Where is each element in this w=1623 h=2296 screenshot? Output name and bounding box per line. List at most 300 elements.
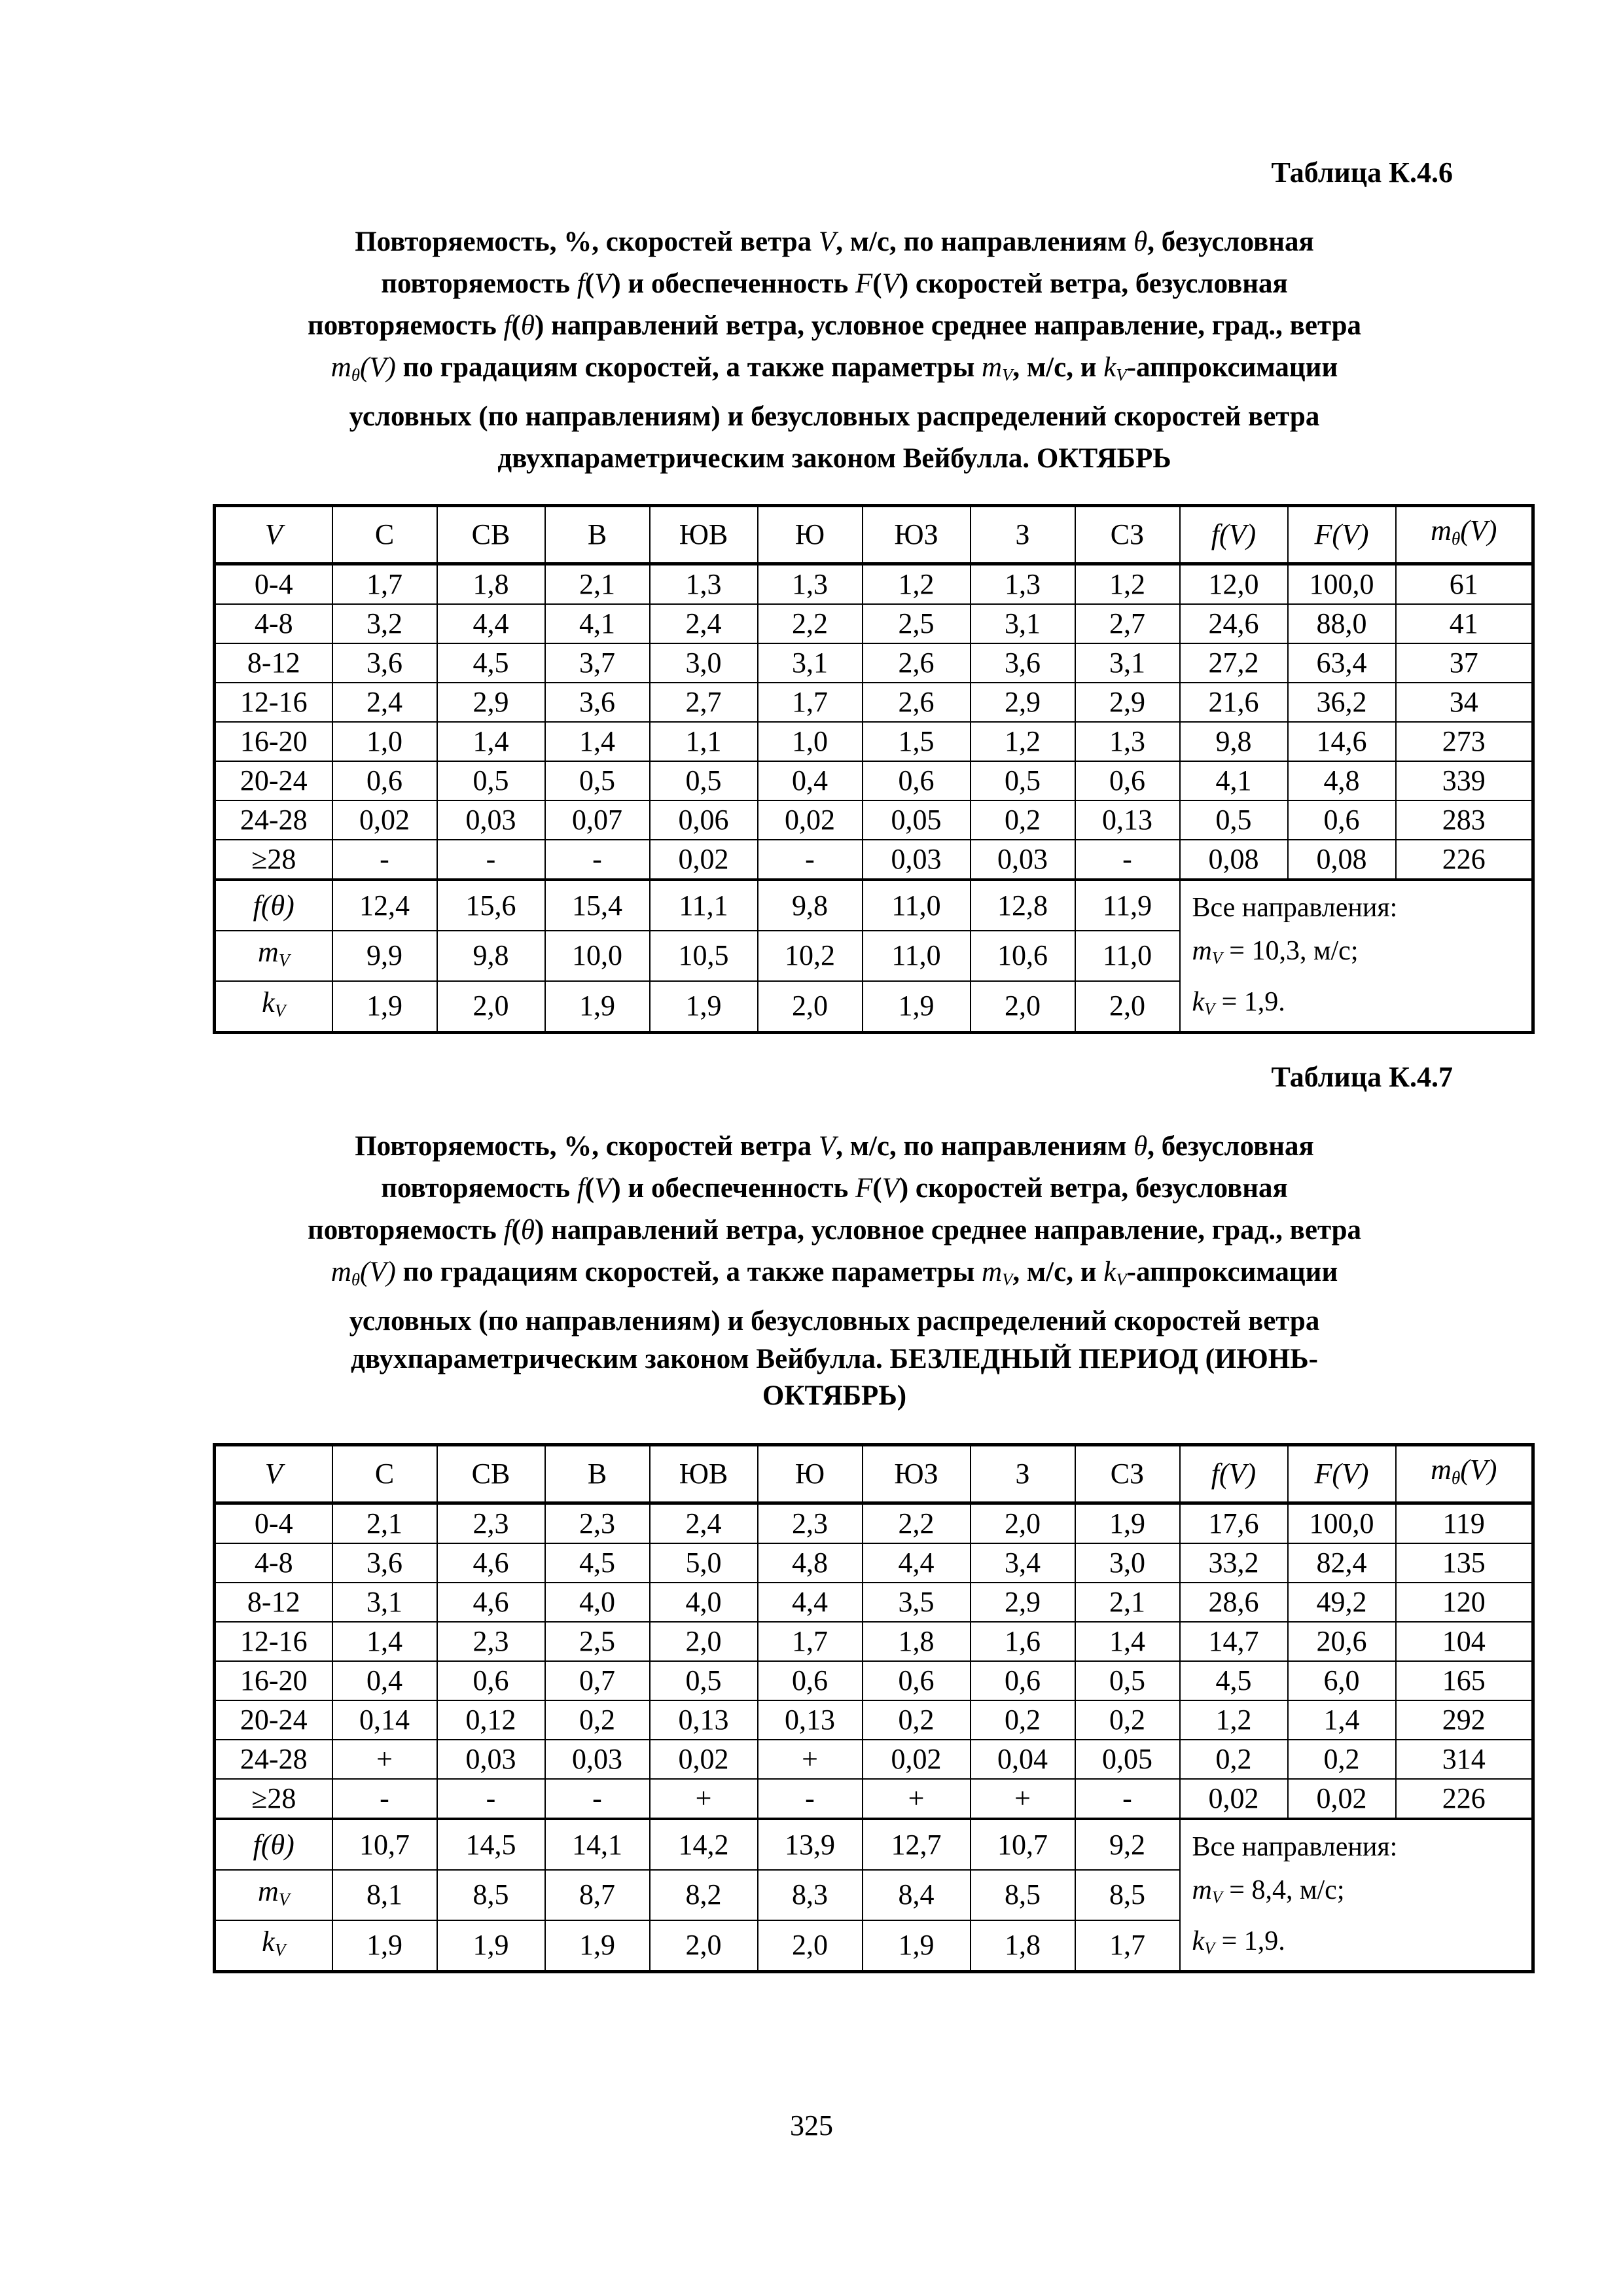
parameter-cell: 2,0	[650, 1920, 758, 1972]
table-cell: +	[650, 1779, 758, 1819]
table-caption: Повторяемость, %, скоростей ветра V, м/с, по направлениям θ, безусловная повторяемость f(V) и обеспеченность F(V) скоростей ветра, безусловная повторяемость f(θ) направлений ветра, условное среднее направление, град., ветра $m_\theta(V)$ по градациям скоростей, а также параметры $m_V$, м/с, и $k_V$-аппроксимации условных (по направлениям) и безусловных распределений скоростей ветра двухпараметрическим законом Вейбулла. ОКТЯБРЬ	[307, 226, 1362, 474]
wind-table-ice-free-period	[213, 1443, 1535, 1973]
table-cell: 3,1	[332, 1583, 437, 1622]
table-cell: +	[758, 1740, 863, 1779]
table-cell: -	[332, 840, 437, 880]
table-cell: 0,2	[971, 1700, 1075, 1740]
table-cell: 0,13	[650, 1700, 758, 1740]
parameter-cell: 2,0	[437, 981, 545, 1033]
table-cell: 1,4	[437, 722, 545, 761]
column-header: f(V)	[1180, 1445, 1288, 1503]
table-cell: 0,08	[1180, 840, 1288, 880]
table-cell: 1,2	[1180, 1700, 1288, 1740]
table-cell: 0,02	[650, 1740, 758, 1779]
table-cell: 4,1	[545, 604, 650, 643]
table-cell: 2,3	[437, 1622, 545, 1661]
table-cell: 0,2	[545, 1700, 650, 1740]
parameter-cell: 1,8	[971, 1920, 1075, 1972]
table-cell: 119	[1396, 1503, 1533, 1544]
table-cell: 226	[1396, 1779, 1533, 1819]
table-cell: 0,03	[437, 800, 545, 840]
table-cell: 3,6	[332, 1543, 437, 1583]
table-cell: 1,4	[1075, 1622, 1180, 1661]
table-cell: 0,6	[863, 1661, 971, 1700]
table-cell: 0,03	[437, 1740, 545, 1779]
table-cell: 0,03	[971, 840, 1075, 880]
table-cell: 41	[1396, 604, 1533, 643]
speed-range-cell: 4-8	[215, 1543, 332, 1583]
table-cell: 0,02	[332, 800, 437, 840]
table-row	[215, 1740, 1533, 1779]
table-row	[215, 1503, 1533, 1544]
table-cell: -	[1075, 1779, 1180, 1819]
parameter-cell: 9,9	[332, 931, 437, 981]
parameter-cell: 2,0	[758, 1920, 863, 1972]
table-cell: 4,5	[437, 643, 545, 683]
parameter-cell: 11,0	[863, 880, 971, 931]
column-header: F(V)	[1288, 1445, 1396, 1503]
table-cell: 4,6	[437, 1583, 545, 1622]
table-row	[215, 1779, 1533, 1819]
table-cell: 0,6	[437, 1661, 545, 1700]
table-cell: 2,9	[1075, 683, 1180, 722]
parameter-cell: 1,9	[650, 981, 758, 1033]
table-cell: 100,0	[1288, 1503, 1396, 1544]
table-cell: 4,0	[650, 1583, 758, 1622]
column-header: СЗ	[1075, 1445, 1180, 1503]
table-cell: 2,9	[971, 683, 1075, 722]
table-cell: 0,05	[863, 800, 971, 840]
table-cell: 6,0	[1288, 1661, 1396, 1700]
table-cell: -	[758, 1779, 863, 1819]
table-cell: 339	[1396, 761, 1533, 800]
table-caption: Повторяемость, %, скоростей ветра V, м/с, по направлениям θ, безусловная повторяемость f(V) и обеспеченность F(V) скоростей ветра, безусловная повторяемость f(θ) направлений ветра, условное среднее направление, град., ветра $m_\theta(V)$ по градациям скоростей, а также параметры $m_V$, м/с, и $k_V$-аппроксимации условных (по направлениям) и безусловных распределений скоростей ветра двухпараметрическим законом Вейбулла. БЕЗЛЕДНЫЙ ПЕРИОД (ИЮНЬ- ОКТЯБРЬ)	[307, 1131, 1362, 1411]
table-cell: 0,06	[650, 800, 758, 840]
table-cell: 1,3	[971, 564, 1075, 605]
table-cell: -	[437, 1779, 545, 1819]
table-cell: 1,2	[1075, 564, 1180, 605]
table-cell: 9,8	[1180, 722, 1288, 761]
table-cell: 3,2	[332, 604, 437, 643]
speed-range-cell: 4-8	[215, 604, 332, 643]
table-cell: +	[863, 1779, 971, 1819]
table-cell: 2,7	[650, 683, 758, 722]
table-cell: 2,1	[1075, 1583, 1180, 1622]
table-cell: 2,9	[971, 1583, 1075, 1622]
column-header: С	[332, 506, 437, 564]
table-cell: 1,7	[758, 1622, 863, 1661]
table-cell: 4,8	[758, 1543, 863, 1583]
parameter-cell: 10,7	[971, 1819, 1075, 1870]
table-cell: 49,2	[1288, 1583, 1396, 1622]
parameter-cell: 1,9	[863, 981, 971, 1033]
column-header: В	[545, 1445, 650, 1503]
parameter-cell: 10,7	[332, 1819, 437, 1870]
parameter-cell: 15,6	[437, 880, 545, 931]
speed-range-cell: 16-20	[215, 1661, 332, 1700]
table-cell: 14,6	[1288, 722, 1396, 761]
table-cell: 28,6	[1180, 1583, 1288, 1622]
table-cell: 0,03	[863, 840, 971, 880]
table-cell: 3,0	[650, 643, 758, 683]
parameter-cell: 8,1	[332, 1870, 437, 1920]
parameter-cell: 1,7	[1075, 1920, 1180, 1972]
table-cell: 2,9	[437, 683, 545, 722]
table-cell: 0,5	[650, 1661, 758, 1700]
table-row	[215, 761, 1533, 800]
column-header: З	[971, 506, 1075, 564]
table-cell: 2,0	[650, 1622, 758, 1661]
parameter-cell: 13,9	[758, 1819, 863, 1870]
table-cell: 37	[1396, 643, 1533, 683]
table-cell: 0,02	[758, 800, 863, 840]
table-cell: -	[758, 840, 863, 880]
parameter-cell: 1,9	[545, 1920, 650, 1972]
all-directions-notes	[1180, 880, 1533, 1033]
table-cell: -	[1075, 840, 1180, 880]
speed-range-cell: 8-12	[215, 643, 332, 683]
table-cell: 36,2	[1288, 683, 1396, 722]
table-row	[215, 1700, 1533, 1740]
parameter-cell: 8,5	[1075, 1870, 1180, 1920]
parameter-cell: 8,5	[437, 1870, 545, 1920]
table-cell: +	[971, 1779, 1075, 1819]
table-cell: 0,12	[437, 1700, 545, 1740]
notes-title: Все направления:	[1192, 1832, 1398, 1862]
parameter-label: $k_V$	[215, 981, 332, 1033]
table-row	[215, 800, 1533, 840]
parameter-cell: 8,5	[971, 1870, 1075, 1920]
parameter-cell: 12,7	[863, 1819, 971, 1870]
parameter-cell: 14,5	[437, 1819, 545, 1870]
column-header: F(V)	[1288, 506, 1396, 564]
parameter-label: f(θ)	[215, 1819, 332, 1870]
table-cell: 27,2	[1180, 643, 1288, 683]
table-cell: 3,6	[332, 643, 437, 683]
parameter-cell: 12,4	[332, 880, 437, 931]
column-header: V	[215, 506, 332, 564]
table-cell: 100,0	[1288, 564, 1396, 605]
table-cell: 0,6	[1288, 800, 1396, 840]
speed-range-cell: 16-20	[215, 722, 332, 761]
table-cell: 1,0	[332, 722, 437, 761]
table-cell: 4,0	[545, 1583, 650, 1622]
parameter-cell: 1,9	[545, 981, 650, 1033]
table-cell: 2,2	[863, 1503, 971, 1544]
table-cell: 0,03	[545, 1740, 650, 1779]
table-cell: 0,2	[1288, 1740, 1396, 1779]
table-cell: 2,7	[1075, 604, 1180, 643]
table-cell: 0,5	[1180, 800, 1288, 840]
parameter-cell: 1,9	[332, 981, 437, 1033]
table-cell: 1,8	[437, 564, 545, 605]
parameter-cell: 2,0	[758, 981, 863, 1033]
parameter-cell: 2,0	[971, 981, 1075, 1033]
parameter-cell: 14,1	[545, 1819, 650, 1870]
parameter-cell: 9,2	[1075, 1819, 1180, 1870]
table-cell: 0,13	[1075, 800, 1180, 840]
table-cell: 4,4	[863, 1543, 971, 1583]
column-header: $m_\theta(V)$	[1396, 506, 1533, 564]
parameter-cell: 8,2	[650, 1870, 758, 1920]
table-cell: 0,02	[863, 1740, 971, 1779]
parameter-cell: 15,4	[545, 880, 650, 931]
table-cell: 0,5	[545, 761, 650, 800]
column-header: З	[971, 1445, 1075, 1503]
table-cell: 0,02	[650, 840, 758, 880]
table-cell: 1,7	[332, 564, 437, 605]
parameter-label: $m_V$	[215, 931, 332, 981]
table-cell: 1,9	[1075, 1503, 1180, 1544]
column-header: V	[215, 1445, 332, 1503]
speed-range-cell: 0-4	[215, 564, 332, 605]
table-cell: 24,6	[1180, 604, 1288, 643]
table-cell: 120	[1396, 1583, 1533, 1622]
table-cell: 0,2	[971, 800, 1075, 840]
table-cell: 3,6	[971, 643, 1075, 683]
column-header: С	[332, 1445, 437, 1503]
speed-range-cell: 8-12	[215, 1583, 332, 1622]
table-cell: 2,3	[758, 1503, 863, 1544]
table-cell: 0,2	[863, 1700, 971, 1740]
header-row	[215, 1445, 1533, 1503]
table-cell: 283	[1396, 800, 1533, 840]
table-cell: 1,2	[971, 722, 1075, 761]
table-cell: 5,0	[650, 1543, 758, 1583]
table-cell: 2,6	[863, 683, 971, 722]
column-header: ЮЗ	[863, 1445, 971, 1503]
table-label: Таблица К.4.6	[1271, 156, 1453, 188]
table-cell: 1,6	[971, 1622, 1075, 1661]
table-cell: -	[332, 1779, 437, 1819]
table-cell: 292	[1396, 1700, 1533, 1740]
header-row	[215, 506, 1533, 564]
table-cell: 0,6	[971, 1661, 1075, 1700]
table-row	[215, 683, 1533, 722]
parameter-cell: 8,3	[758, 1870, 863, 1920]
table-cell: 88,0	[1288, 604, 1396, 643]
parameter-cell: 9,8	[437, 931, 545, 981]
table-cell: 0,05	[1075, 1740, 1180, 1779]
table-cell: 1,4	[545, 722, 650, 761]
parameter-cell: 10,2	[758, 931, 863, 981]
table-cell: -	[545, 840, 650, 880]
parameter-cell: 1,9	[437, 1920, 545, 1972]
table-cell: 0,6	[1075, 761, 1180, 800]
table-cell: 0,14	[332, 1700, 437, 1740]
speed-range-cell: 12-16	[215, 683, 332, 722]
table-cell: 3,5	[863, 1583, 971, 1622]
table-cell: 4,4	[437, 604, 545, 643]
table-cell: 1,3	[758, 564, 863, 605]
table-cell: 135	[1396, 1543, 1533, 1583]
speed-range-cell: ≥28	[215, 840, 332, 880]
parameter-cell: 1,9	[332, 1920, 437, 1972]
column-header: ЮВ	[650, 506, 758, 564]
table-row	[215, 722, 1533, 761]
table-cell: 3,7	[545, 643, 650, 683]
parameter-cell: 8,7	[545, 1870, 650, 1920]
table-cell: 0,02	[1180, 1779, 1288, 1819]
table-cell: 17,6	[1180, 1503, 1288, 1544]
table-cell: 0,6	[332, 761, 437, 800]
table-cell: 1,3	[650, 564, 758, 605]
speed-range-cell: 20-24	[215, 761, 332, 800]
table-row	[215, 643, 1533, 683]
parameter-cell: 10,6	[971, 931, 1075, 981]
table-row	[215, 604, 1533, 643]
notes-kv: $k_V = 1,9$.	[1192, 1926, 1285, 1958]
table-cell: 0,6	[863, 761, 971, 800]
table-cell: 0,02	[1288, 1779, 1396, 1819]
table-cell: 0,04	[971, 1740, 1075, 1779]
table-row	[215, 1661, 1533, 1700]
all-directions-notes	[1180, 1819, 1533, 1972]
table-cell: 2,4	[650, 1503, 758, 1544]
table-cell: 4,1	[1180, 761, 1288, 800]
speed-range-cell: 12-16	[215, 1622, 332, 1661]
table-cell: 273	[1396, 722, 1533, 761]
table-cell: 0,6	[758, 1661, 863, 1700]
parameter-cell: 11,0	[1075, 931, 1180, 981]
table-cell: 104	[1396, 1622, 1533, 1661]
speed-range-cell: 24-28	[215, 1740, 332, 1779]
table-cell: 2,1	[545, 564, 650, 605]
column-header: $m_\theta(V)$	[1396, 1445, 1533, 1503]
table-label: Таблица К.4.7	[1271, 1061, 1453, 1093]
table-cell: 1,0	[758, 722, 863, 761]
parameter-label: $k_V$	[215, 1920, 332, 1972]
table-row	[215, 1543, 1533, 1583]
table-cell: 4,5	[545, 1543, 650, 1583]
table-cell: 0,13	[758, 1700, 863, 1740]
notes-kv: $k_V = 1,9$.	[1192, 986, 1285, 1018]
table-cell: 2,4	[650, 604, 758, 643]
notes-title: Все направления:	[1192, 893, 1398, 923]
table-row	[215, 564, 1533, 605]
speed-range-cell: 24-28	[215, 800, 332, 840]
parameter-cell: 11,0	[863, 931, 971, 981]
table-cell: 3,6	[545, 683, 650, 722]
table-cell: -	[545, 1779, 650, 1819]
parameter-cell: 10,5	[650, 931, 758, 981]
parameter-cell: 14,2	[650, 1819, 758, 1870]
column-header: В	[545, 506, 650, 564]
table-cell: -	[437, 840, 545, 880]
table-row	[215, 1583, 1533, 1622]
table-cell: 61	[1396, 564, 1533, 605]
parameter-label: $m_V$	[215, 1870, 332, 1920]
column-header: Ю	[758, 1445, 863, 1503]
column-header: СВ	[437, 506, 545, 564]
table-cell: 226	[1396, 840, 1533, 880]
column-header: f(V)	[1180, 506, 1288, 564]
table-cell: 0,4	[758, 761, 863, 800]
table-cell: 3,1	[971, 604, 1075, 643]
notes-mv: $m_V = 8,4$, м/с;	[1192, 1875, 1345, 1907]
table-cell: 3,1	[1075, 643, 1180, 683]
table-cell: 0,2	[1075, 1700, 1180, 1740]
table-cell: 2,5	[863, 604, 971, 643]
table-cell: 0,2	[1180, 1740, 1288, 1779]
table-cell: 2,0	[971, 1503, 1075, 1544]
wind-table-october	[213, 504, 1535, 1034]
table-cell: 3,4	[971, 1543, 1075, 1583]
speed-range-cell: ≥28	[215, 1779, 332, 1819]
table-cell: 1,4	[332, 1622, 437, 1661]
table-cell: +	[332, 1740, 437, 1779]
table-cell: 1,2	[863, 564, 971, 605]
table-cell: 3,0	[1075, 1543, 1180, 1583]
table-cell: 1,8	[863, 1622, 971, 1661]
table-cell: 20,6	[1288, 1622, 1396, 1661]
table-cell: 34	[1396, 683, 1533, 722]
parameter-cell: 10,0	[545, 931, 650, 981]
table-row	[215, 840, 1533, 880]
parameter-cell: 11,1	[650, 880, 758, 931]
table-cell: 1,5	[863, 722, 971, 761]
speed-range-cell: 0-4	[215, 1503, 332, 1544]
table-cell: 3,1	[758, 643, 863, 683]
speed-range-cell: 20-24	[215, 1700, 332, 1740]
table-cell: 2,1	[332, 1503, 437, 1544]
table-cell: 21,6	[1180, 683, 1288, 722]
table-cell: 4,4	[758, 1583, 863, 1622]
parameter-cell: 8,4	[863, 1870, 971, 1920]
table-row	[215, 1622, 1533, 1661]
column-header: СЗ	[1075, 506, 1180, 564]
notes-mv: $m_V = 10,3$, м/с;	[1192, 936, 1359, 968]
column-header: ЮВ	[650, 1445, 758, 1503]
table-cell: 4,8	[1288, 761, 1396, 800]
table-cell: 0,5	[650, 761, 758, 800]
table-cell: 0,5	[971, 761, 1075, 800]
table-cell: 0,4	[332, 1661, 437, 1700]
table-cell: 2,4	[332, 683, 437, 722]
table-cell: 1,3	[1075, 722, 1180, 761]
parameter-cell: 12,8	[971, 880, 1075, 931]
table-cell: 2,5	[545, 1622, 650, 1661]
table-cell: 1,1	[650, 722, 758, 761]
parameter-row	[215, 1819, 1533, 1870]
table-cell: 2,3	[545, 1503, 650, 1544]
page-number: 325	[790, 2109, 833, 2142]
table-cell: 0,5	[1075, 1661, 1180, 1700]
table-cell: 1,7	[758, 683, 863, 722]
table-cell: 82,4	[1288, 1543, 1396, 1583]
table-cell: 314	[1396, 1740, 1533, 1779]
parameter-cell: 11,9	[1075, 880, 1180, 931]
table-cell: 4,6	[437, 1543, 545, 1583]
table-cell: 2,6	[863, 643, 971, 683]
table-cell: 12,0	[1180, 564, 1288, 605]
parameter-cell: 1,9	[863, 1920, 971, 1972]
table-cell: 63,4	[1288, 643, 1396, 683]
table-cell: 0,08	[1288, 840, 1396, 880]
table-cell: 1,4	[1288, 1700, 1396, 1740]
table-cell: 33,2	[1180, 1543, 1288, 1583]
parameter-label: f(θ)	[215, 880, 332, 931]
table-cell: 0,7	[545, 1661, 650, 1700]
parameter-cell: 9,8	[758, 880, 863, 931]
column-header: ЮЗ	[863, 506, 971, 564]
table-cell: 0,07	[545, 800, 650, 840]
parameter-cell: 2,0	[1075, 981, 1180, 1033]
parameter-row	[215, 880, 1533, 931]
table-cell: 4,5	[1180, 1661, 1288, 1700]
column-header: Ю	[758, 506, 863, 564]
table-cell: 2,2	[758, 604, 863, 643]
